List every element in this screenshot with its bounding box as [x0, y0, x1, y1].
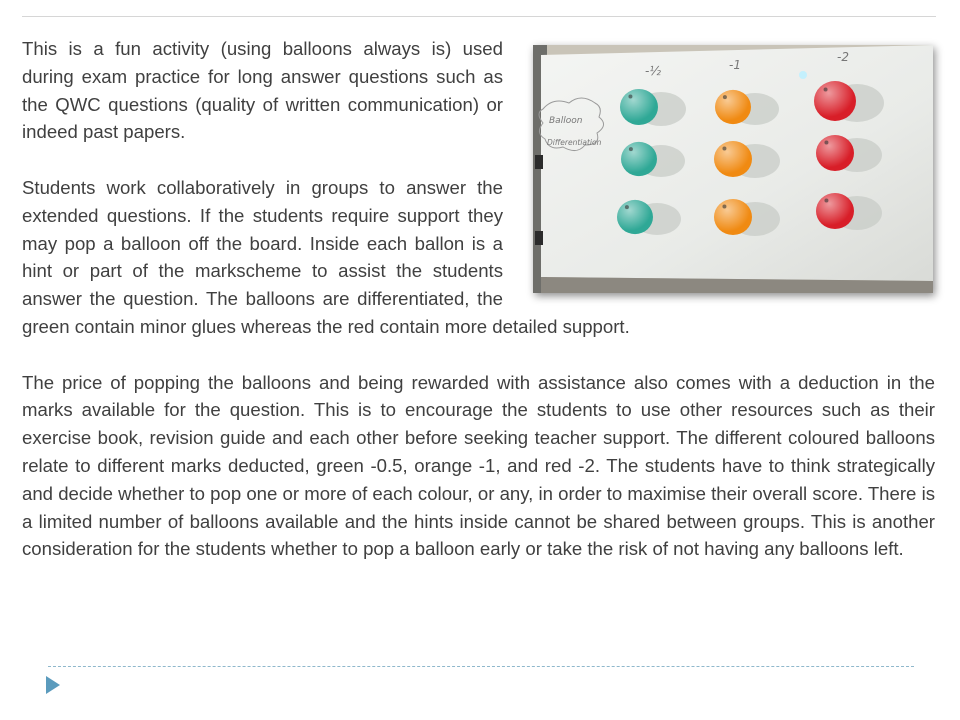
balloon-board-photo	[533, 45, 933, 293]
balloon-orange	[715, 90, 751, 124]
document-body	[22, 35, 935, 563]
column-label-orange: -1	[729, 58, 741, 72]
board-note-line2: Differentiation	[547, 138, 602, 147]
balloon-orange	[714, 199, 752, 235]
column-label-red: -2	[837, 50, 849, 64]
balloon-orange	[714, 141, 752, 177]
balloon-green	[620, 89, 658, 125]
bottom-divider	[48, 666, 914, 667]
balloon-red	[814, 81, 856, 121]
paragraph-scoring: The price of popping the balloons and being rewarded with assistance also comes with a deduction in the marks available for the question. This is to encourage the students to use other resources such as their exercise book, revision guide and each other before seeking teacher support. The different coloured balloons relate to different marks deducted, green -0.5, orange -1, and red -2. The students have to think strategically and decide whether to pop one or more of each colour, or any, in order to maximise their overall score. There is a limited number of balloons available and the hints inside cannot be shared between groups. This is another consideration for the students whether to pop a balloon early or take the risk of not having any balloons left.	[22, 371, 935, 560]
balloon-red	[816, 135, 854, 171]
column-label-green: -½	[645, 64, 661, 78]
balloon-green	[617, 200, 653, 234]
board-note-line1: Balloon	[549, 116, 583, 126]
balloon-red	[816, 193, 854, 229]
paragraph-intro: This is a fun activity (using balloons always is) used during exam practice for long answer questions such as the QWC questions (quality of written communication) or indeed past papers.	[22, 38, 503, 143]
play-arrow-icon[interactable]	[46, 676, 60, 694]
top-divider	[22, 16, 936, 17]
paragraph-method: Students work collaboratively in groups to answer the extended questions. If the students require support they may pop a balloon off the board. Inside each ballon is a hint or part of the markscheme to assist the students answer the question. The balloons are differentiated, the green contain minor glues whereas the red contain more detailed support.	[22, 176, 630, 337]
balloon-green	[621, 142, 657, 176]
